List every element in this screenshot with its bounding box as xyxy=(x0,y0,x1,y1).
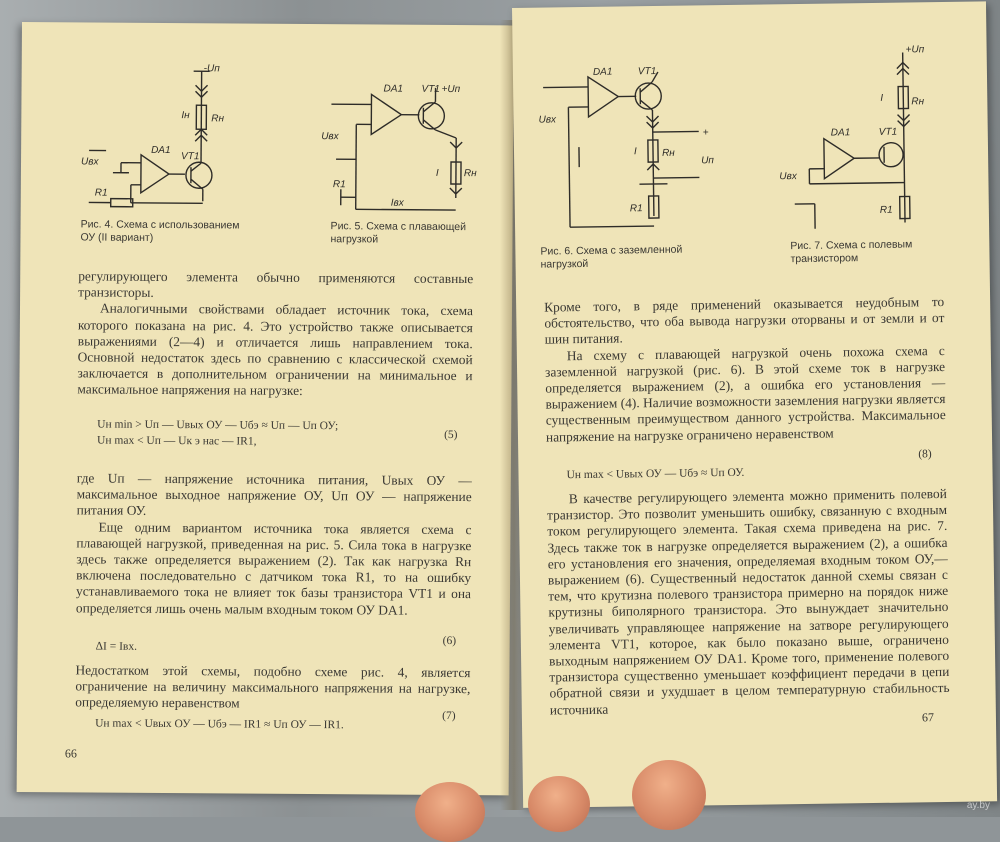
figure-6-circuit xyxy=(538,65,740,238)
fig7-vp-label: +Uп xyxy=(906,44,925,55)
fig7-rh-label: Rн xyxy=(911,96,924,107)
formula-5-line-1: Uн min > Uп — Uвых ОУ — Uбэ ≈ Uп — Uп ОУ; xyxy=(97,417,397,435)
fig5-vt-label: VT1 xyxy=(422,84,440,95)
right-paragraph-2: На схему с плавающей нагрузкой очень похожа схема с заземленной нагрузкой (рис. 6). В этой схеме ток в нагрузке определяется выражением (2), а ошибка его установления — выражением (4). Наличие возможности заземления нагрузки является существенным преимуществом данного устройства. Максимальное напряжение на нагрузке ограничено неравенством xyxy=(545,343,946,446)
left-paragraph-1: регулирующего элемента обычно применяются составные транзисторы. xyxy=(78,268,473,303)
formula-7: Uн max < Uвых ОУ — Uбэ — IR1 ≈ Uп ОУ — IR1. xyxy=(95,716,344,734)
fig4-rh-label: Rн xyxy=(211,113,224,124)
right-paragraph-3: В качестве регулирующего элемента можно применить полевой транзистор. Это позволит уменьшить ошибку, связанную с входным током регулирующего элемента. Такая схема приведена на рис. 7. Здесь также ток в нагрузке определяется выражением (2), а ошибка его установления его значения, определяемая входным током ОУ,— выражением (6). Существенный недостаток данной схемы связан с тем, что крутизна полевого транзистора примерно на порядок ниже крутизны биполярного транзистора. Это вынуждает значительно увеличивать управляющее напряжение на затворе регулирующего элемента VT1, которое, как было показано выше, ограничено выходным напряжением ОУ DA1. Кроме того, применение полевого транзистора существенно уменьшает коэффициент передачи в цепи обратной связи и ухудшает в целом температурную стабильность источника xyxy=(547,486,950,718)
equation-7-number: (7) xyxy=(442,710,456,722)
right-page-number: 67 xyxy=(922,710,934,725)
fig6-uvx-label: Uвх xyxy=(538,114,557,125)
fig5-vp-label: +Uп xyxy=(442,84,461,95)
fig6-vt-label: VT1 xyxy=(638,66,656,77)
fig7-r1-label: R1 xyxy=(880,205,893,216)
left-paragraph-2: Аналогичными свойствами обладает источник тока, схема которого показана на рис. 4. Это устройство также описывается выражениями (2—4) и отличается лишь направлением тока. Основной недостаток здесь по сравнению с классической схемой заключается в дополнительном ограничении на минимальное и максимальное напряжения на нагрузке: xyxy=(77,301,473,401)
fig6-rh-label: Rн xyxy=(662,148,675,159)
fig4-vt-label: VT1 xyxy=(181,151,199,162)
formula-8: Uн max < Uвых ОУ — Uбэ ≈ Uп ОУ. xyxy=(566,465,744,483)
right-body-text-bottom xyxy=(547,486,950,718)
left-body-text-bottom xyxy=(75,662,470,713)
left-paragraph-4: Еще одним вариантом источника тока является схема с плавающей нагрузкой, приведенная на рис. 5. Сила тока в нагрузке здесь также определяется выражением (2). Так как нагрузка Rн включена последовательно с датчиком тока R1, то на ошибку устанавливаемого тока не влияет ток базы транзистора VT1 и она определяется лишь очень малым входным током ОУ DA1. xyxy=(76,519,472,619)
equation-8-number: (8) xyxy=(918,448,932,460)
figure-4-caption: Рис. 4. Схема с использованием ОУ (II вариант) xyxy=(80,218,240,245)
figure-4-circuit xyxy=(81,62,252,213)
figure-6-caption: Рис. 6. Схема с заземленной нагрузкой xyxy=(540,243,730,272)
fig7-uvx-label: Uвх xyxy=(779,171,798,182)
fig6-r1-label: R1 xyxy=(630,203,643,214)
equation-5-number: (5) xyxy=(444,429,458,441)
fig5-rh-label: Rн xyxy=(464,168,477,179)
fig4-ih-label: Iн xyxy=(181,110,190,121)
fig5-uvx-label: Uвх xyxy=(321,131,340,142)
left-body-text-middle xyxy=(76,470,472,619)
equation-6-number: (6) xyxy=(443,635,457,647)
fig5-r1-label: R1 xyxy=(333,179,346,190)
fig4-vp-label: -Uп xyxy=(204,63,221,74)
fig4-uvx-label: Uвх xyxy=(81,156,100,167)
formula-5-line-2: Uн max < Uп — Uк э нас — IR1, xyxy=(97,433,397,451)
left-page-number: 66 xyxy=(65,746,77,761)
watermark: ay.by xyxy=(967,800,990,811)
left-page xyxy=(17,22,514,795)
figure-7-circuit xyxy=(778,42,951,229)
fig7-vt-label: VT1 xyxy=(879,127,897,138)
fig6-up-label: Uп xyxy=(701,155,714,166)
right-paragraph-1: Кроме того, в ряде применений оказывается неудобным то обстоятельство, что оба вывода нагрузки оторваны и от земли и от шин питания. xyxy=(544,294,945,348)
fig6-plus-label: + xyxy=(703,127,709,138)
finger-right xyxy=(632,760,706,830)
fig5-da-label: DA1 xyxy=(384,84,404,95)
figure-5-circuit xyxy=(311,79,482,210)
fig7-da-label: DA1 xyxy=(831,127,851,138)
fig7-i-label: I xyxy=(880,93,883,104)
right-body-text-top xyxy=(544,294,946,445)
left-paragraph-3: где Uп — напряжение источника питания, Uвых ОУ — максимальное выходное напряжение ОУ, Uп ОУ — напряжение питания ОУ. xyxy=(77,470,472,521)
fig4-da-label: DA1 xyxy=(151,145,171,156)
right-page xyxy=(512,1,997,808)
fig5-ivx-label: Iвх xyxy=(391,198,405,209)
figure-5-caption: Рис. 5. Схема с плавающей нагрузкой xyxy=(330,220,480,247)
finger-left xyxy=(415,782,485,842)
fig4-r1-label: R1 xyxy=(95,188,108,199)
left-body-text-top xyxy=(77,268,473,400)
fig6-i-label: I xyxy=(634,146,637,157)
finger-middle xyxy=(528,776,590,832)
formula-5 xyxy=(97,417,397,451)
fig6-da-label: DA1 xyxy=(593,67,613,78)
formula-6: ΔI = Iвх. xyxy=(96,639,137,655)
fig5-i-label: I xyxy=(436,168,439,179)
left-paragraph-5: Недостатком этой схемы, подобно схеме рис. 4, является ограничение на величину максимального напряжения на нагрузке, определяемую неравенством xyxy=(75,662,470,713)
figure-7-caption: Рис. 7. Схема с полевым транзистором xyxy=(790,238,940,266)
